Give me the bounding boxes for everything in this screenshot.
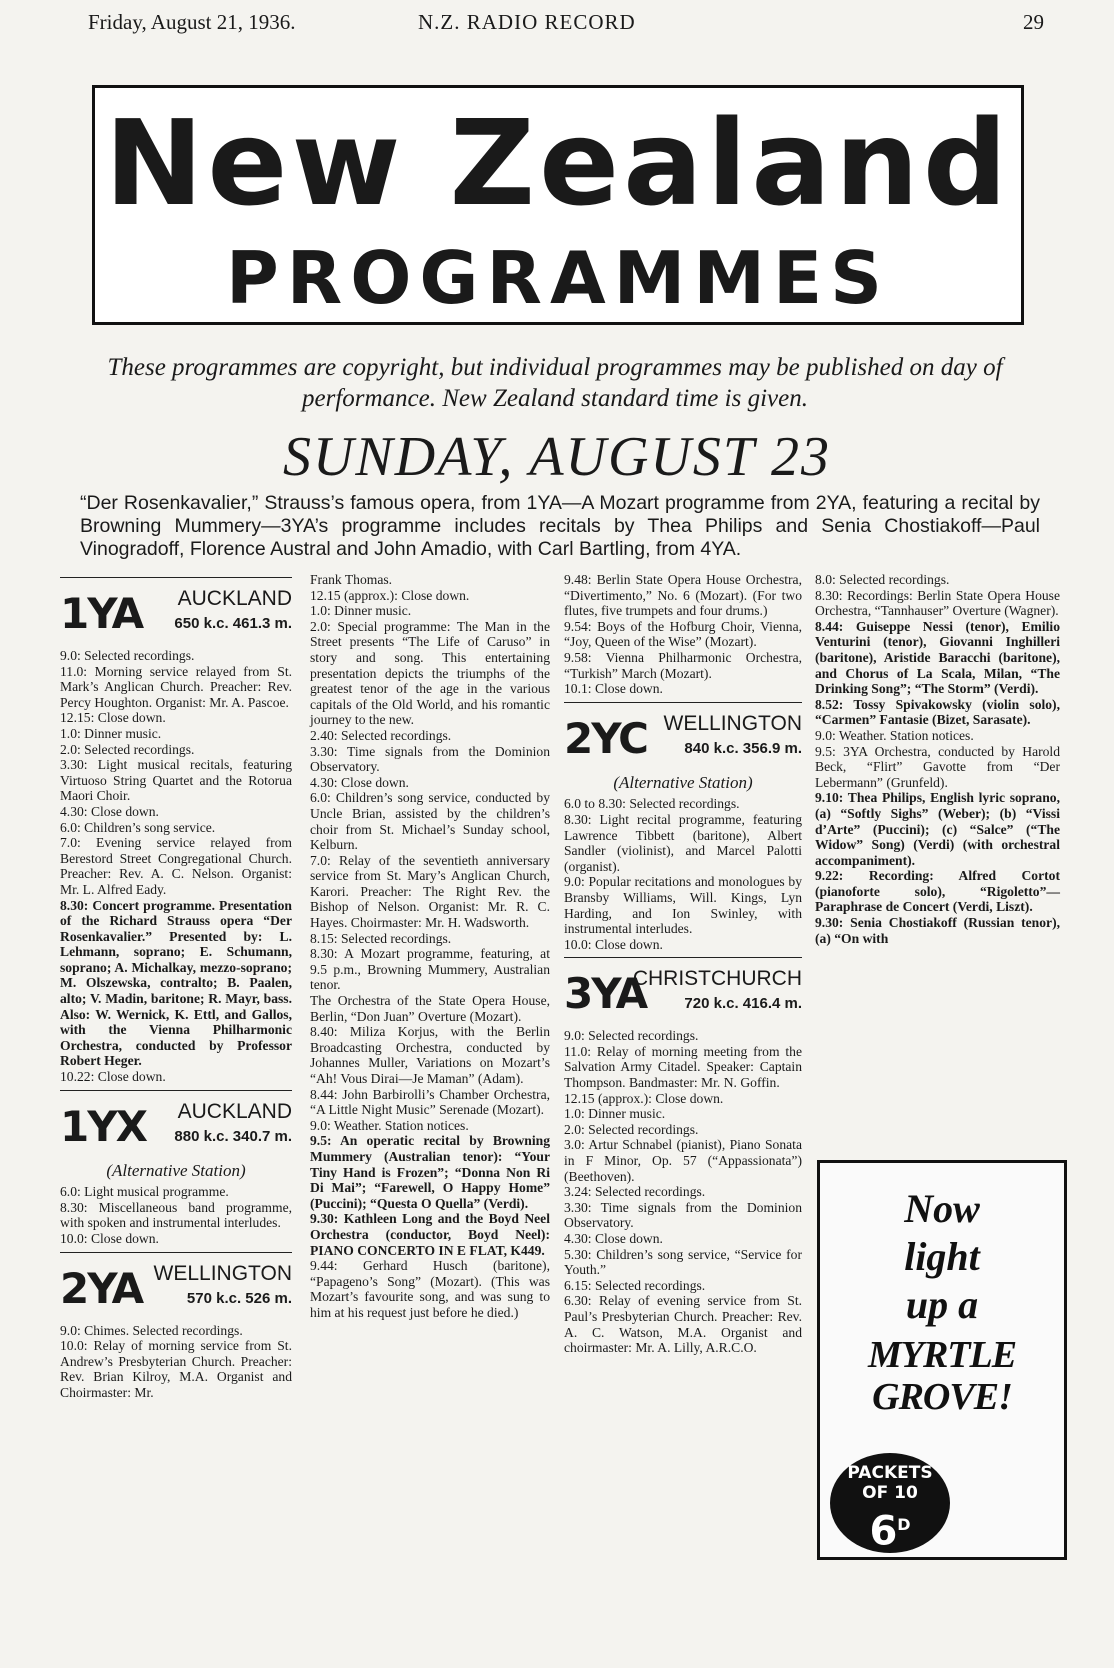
divider	[564, 957, 802, 958]
list-item: 8.30: Concert programme. Presentation of the Richard Strauss opera “Der Rosenkavalier.” Presented by: L. Lehmann, soprano; E. Schumann, soprano; A. Michalkay, mezzo-soprano; M. Olszewska, contralto; B. Paalen, alto; V. Madin, baritone; R. Mayr, bass. Also: W. Wernick, K. Ettl, and Gallos, with the Vienna Philharmonic Orchestra, conducted by Professor Robert Heger.	[60, 897, 292, 1069]
city: WELLINGTON	[663, 711, 802, 735]
cigarette-advertisement	[817, 1160, 1067, 1560]
list-item: 12.15 (approx.): Close down.	[564, 1090, 724, 1106]
ad-line: up a	[905, 1282, 979, 1327]
station-header-1yx	[60, 1099, 292, 1161]
alternative-station-label: (Alternative Station)	[106, 1160, 246, 1180]
callsign: 1YX	[60, 1101, 147, 1151]
frequency: 570 k.c. 526 m.	[186, 1289, 292, 1307]
masthead-line2: PROGRAMMES	[225, 236, 890, 320]
callsign: 2YA	[60, 1263, 143, 1313]
day-heading: SUNDAY, AUGUST 23	[282, 426, 831, 488]
list-item: 3.30: Time signals from the Dominion Observatory.	[564, 1199, 802, 1231]
column-1	[60, 572, 292, 1401]
list-item: 2.0: Selected recordings.	[60, 741, 195, 757]
ad-line: light	[904, 1234, 980, 1279]
station-header-3ya	[564, 966, 802, 1028]
list-item: 8.0: Selected recordings.	[815, 572, 950, 587]
list-item: 7.0: Relay of the seventieth anniversary service from St. Mary’s Anglican Church, Karori. Preacher: The Right Rev. the Bishop of Nelson. Organist: Mr. R. C. Hayes. Choirmaster: Mr. H. Wadsworth.	[310, 852, 550, 931]
copyright-notice: These programmes are copyright, but individual programmes may be published on day of performance. New Zealand standard time is given.	[107, 354, 1003, 412]
list-item: 4.30: Close down.	[60, 803, 159, 819]
list-item: 9.54: Boys of the Hofburg Choir, Vienna, “Joy, Queen of the Wise” (Mozart).	[564, 618, 802, 650]
divider	[60, 1090, 292, 1091]
publication-title: N.Z. RADIO RECORD	[418, 10, 636, 34]
list-item: Frank Thomas.	[310, 572, 393, 587]
ad-pack-count: OF 10	[862, 1483, 918, 1503]
price-badge	[830, 1453, 950, 1553]
list-item: 6.0 to 8.30: Selected recordings.	[564, 796, 740, 812]
ad-pack-label: PACKETS	[847, 1463, 933, 1483]
list-item: 9.48: Berlin State Opera House Orchestra, “Divertimento,” No. 6 (Mozart). (For two flutes, five trumpets and four drums.)	[564, 572, 802, 619]
list-item: 9.58: Vienna Philharmonic Orchestra, “Turkish” March (Mozart).	[564, 649, 802, 681]
list-item: 10.0: Close down.	[60, 1231, 159, 1246]
list-item: 8.44: Guiseppe Nessi (tenor), Emilio Venturini (tenor), Giovanni Inghilleri (baritone), Aristide Baracchi (baritone), and Chorus of La Scala, Milan, “The Drinking Song”; “The Storm” (Verdi).	[815, 618, 1060, 697]
page-header	[88, 10, 1044, 40]
column-4	[815, 572, 1060, 946]
ad-price	[830, 1503, 950, 1553]
city: WELLINGTON	[153, 1261, 292, 1285]
issue-date: Friday, August 21, 1936.	[88, 10, 296, 34]
divider	[564, 702, 802, 703]
list-item: 6.0: Light musical programme.	[60, 1184, 229, 1200]
list-item: 12.15: Close down.	[60, 710, 166, 726]
price-unit: D	[897, 1515, 911, 1534]
list-item: 4.30: Close down.	[310, 774, 409, 790]
list-item: 3.30: Light musical recitals, featuring Virtuoso String Quartet and the Rotorua Maori Choir.	[60, 757, 292, 804]
list-item: 9.5: 3YA Orchestra, conducted by Harold Beck, “Flirt” Gavotte from “Der Lebermann” (Grunfeld).	[815, 743, 1060, 790]
list-item: 12.15 (approx.): Close down.	[310, 587, 470, 603]
list-item: 6.0: Children’s song service, conducted by Uncle Brian, assisted by the children’s choir from St. Michael’s Sunday school, Kelburn.	[310, 790, 550, 853]
frequency: 840 k.c. 356.9 m.	[684, 739, 802, 757]
list-item: 8.44: John Barbirolli’s Chamber Orchestra, “A Little Night Music” Serenade (Mozart).	[310, 1086, 550, 1118]
list-item: 6.30: Relay of evening service from St. Paul’s Presbyterian Church. Preacher: Rev. A. C. Watson, M.A. Organist and choirmaster: Mr. A. Lilly, A.R.C.O.	[564, 1293, 802, 1356]
list-item: 2.0: Selected recordings.	[564, 1121, 699, 1137]
list-item: 9.0: Chimes. Selected recordings.	[60, 1322, 243, 1338]
list-item: 9.30: Senia Chostiakoff (Russian tenor), (a) “On with	[815, 915, 1060, 946]
list-item: 9.30: Kathleen Long and the Boyd Neel Orchestra (conductor, Boyd Neel): PIANO CONCERTO IN E FLAT, K449.	[310, 1211, 550, 1258]
list-item: The Orchestra of the State Opera House, Berlin, “Don Juan” Overture (Mozart).	[310, 993, 550, 1024]
list-item: 2.0: Special programme: The Man in the Street presents “The Life of Caruso” in story and song. This entertaining presentation depicts the triumphs of the greatest tenor of the age in the various capitals of the Old World, and his romantic journey to the new.	[310, 618, 550, 728]
ad-brand: MYRTLE	[867, 1334, 1017, 1376]
city: AUCKLAND	[177, 1099, 292, 1123]
price-value: 6	[869, 1508, 898, 1555]
list-item: 9.0: Weather. Station notices.	[310, 1117, 469, 1133]
frequency: 650 k.c. 461.3 m.	[174, 615, 292, 632]
list-item: 9.5: An operatic recital by Browning Mummery (Australian tenor): “Your Tiny Hand is Frozen”; “Donna Non Ri Di Mai”; “Farewell, O Happy Home” (Puccini); “Questa O Quella” (Verdi).	[310, 1133, 550, 1211]
list-item: 6.15: Selected recordings.	[564, 1277, 706, 1293]
list-item: 11.0: Morning service relayed from St. Mark’s Anglican Church. Preacher: Rev. Percy Houghton. Organist: Mr. A. Pascoe.	[60, 663, 292, 710]
list-item: 1.0: Dinner music.	[60, 725, 162, 741]
list-item: 8.30: A Mozart programme, featuring, at 9.5 p.m., Browning Mummery, Australian tenor.	[310, 946, 550, 993]
list-item: 10.0: Relay of morning service from St. Andrew’s Presbyterian Church. Preacher: Rev. Brian Kilroy, M.A. Organist and Choirmaster: Mr.	[60, 1338, 292, 1400]
list-item: 9.0: Selected recordings.	[60, 648, 195, 663]
page-number: 29	[1023, 10, 1044, 34]
list-item: 3.24: Selected recordings.	[564, 1184, 706, 1200]
list-item: 2.40: Selected recordings.	[310, 727, 452, 743]
callsign: 1YA	[60, 589, 143, 638]
list-item: 5.30: Children’s song service, “Service for Youth.”	[564, 1246, 802, 1278]
list-item: 10.1: Close down.	[564, 681, 663, 697]
list-item: 7.0: Evening service relayed from Berestord Street Congregational Church. Preacher: Rev. A. C. Nelson. Organist: Mr. L. Alfred Eady.	[60, 835, 292, 897]
list-item: 10.22: Close down.	[60, 1069, 166, 1085]
intro-paragraph: “Der Rosenkavalier,” Strauss’s famous opera, from 1YA—A Mozart programme from 2YA, featuring a recital by Browning Mummery—3YA’s programme includes recitals by Thea Philips and Senia Chostiakoff—Paul Vinogradoff, Florence Austral and John Amadio, with Carl Bartling, from 4YA.	[80, 492, 1040, 560]
frequency: 880 k.c. 340.7 m.	[174, 1127, 292, 1145]
divider	[60, 1252, 292, 1253]
masthead-line1: New Zealand	[104, 94, 1012, 232]
station-header-2yc	[564, 711, 802, 773]
list-item: 9.44: Gerhard Husch (baritone), “Papageno’s Song” (Mozart). (This was Mozart’s favourite song, and was sung to him at his request just before he died.)	[310, 1258, 550, 1320]
alternative-station-label: (Alternative Station)	[613, 772, 753, 792]
column-3	[564, 572, 802, 1356]
city: CHRISTCHURCH	[632, 967, 802, 991]
list-item: 9.0: Selected recordings.	[564, 1028, 699, 1044]
ad-line: Now	[904, 1186, 980, 1231]
column-2	[310, 572, 550, 1321]
list-item: 8.40: Miliza Korjus, with the Berlin Broadcasting Orchestra, conducted by Johannes Muller, Variations on Mozart’s “Ah! Vous Dirai—Je Maman” (Adam).	[310, 1024, 550, 1086]
list-item: 8.30: Miscellaneous band programme, with spoken and instrumental interludes.	[60, 1199, 292, 1231]
list-item: 8.30: Light recital programme, featuring Lawrence Tibbett (baritone), Albert Sandler (violinist), and Marcel Palotti (organist).	[564, 811, 802, 874]
list-item: 3.0: Artur Schnabel (pianist), Piano Sonata in F Minor, Op. 57 (“Appassionata”) (Beethoven).	[564, 1137, 802, 1184]
callsign: 3YA	[564, 969, 647, 1019]
list-item: 8.15: Selected recordings.	[310, 930, 452, 946]
city: AUCKLAND	[177, 587, 292, 610]
list-item: 10.0: Close down.	[564, 936, 663, 952]
list-item: 9.0: Weather. Station notices.	[815, 727, 974, 743]
list-item: 6.0: Children’s song service.	[60, 819, 216, 835]
list-item: 9.10: Thea Philips, English lyric soprano, (a) “Softly Sighs” (Weber); (b) “Vissi d’Arte” (Puccini); (c) “Salce” (“The Widow” Song) (Verdi) (with orchestral accompaniment).	[815, 790, 1060, 868]
list-item: 9.22: Recording: Alfred Cortot (pianoforte solo), “Rigoletto”—Paraphrase de Concert (Verdi, Liszt).	[815, 868, 1060, 915]
station-header-2ya	[60, 1261, 292, 1323]
list-item: 8.52: Tossy Spivakowsky (violin solo), “Carmen” Fantasie (Bizet, Sarasate).	[815, 696, 1060, 728]
list-item: 11.0: Relay of morning meeting from the Salvation Army Citadel. Speaker: Captain Thompson. Bandmaster: Mr. N. Goffin.	[564, 1043, 802, 1091]
list-item: 1.0: Dinner music.	[564, 1106, 666, 1122]
divider	[60, 577, 292, 578]
list-item: 8.30: Recordings: Berlin State Opera House Orchestra, “Tannhauser” Overture (Wagner).	[815, 587, 1060, 619]
list-item: 1.0: Dinner music.	[310, 603, 412, 619]
list-item: 9.0: Popular recitations and monologues by Bransby Williams, Will. Kings, Lyn Harding, and Ion Swinley, with instrumental interludes.	[564, 874, 802, 937]
callsign: 2YC	[564, 713, 647, 763]
ad-brand: GROVE!	[872, 1376, 1012, 1418]
list-item: 4.30: Close down.	[564, 1231, 663, 1246]
station-header-1ya	[60, 586, 292, 648]
frequency: 720 k.c. 416.4 m.	[684, 995, 802, 1013]
masthead-banner	[92, 85, 1024, 325]
list-item: 3.30: Time signals from the Dominion Observatory.	[310, 743, 550, 775]
